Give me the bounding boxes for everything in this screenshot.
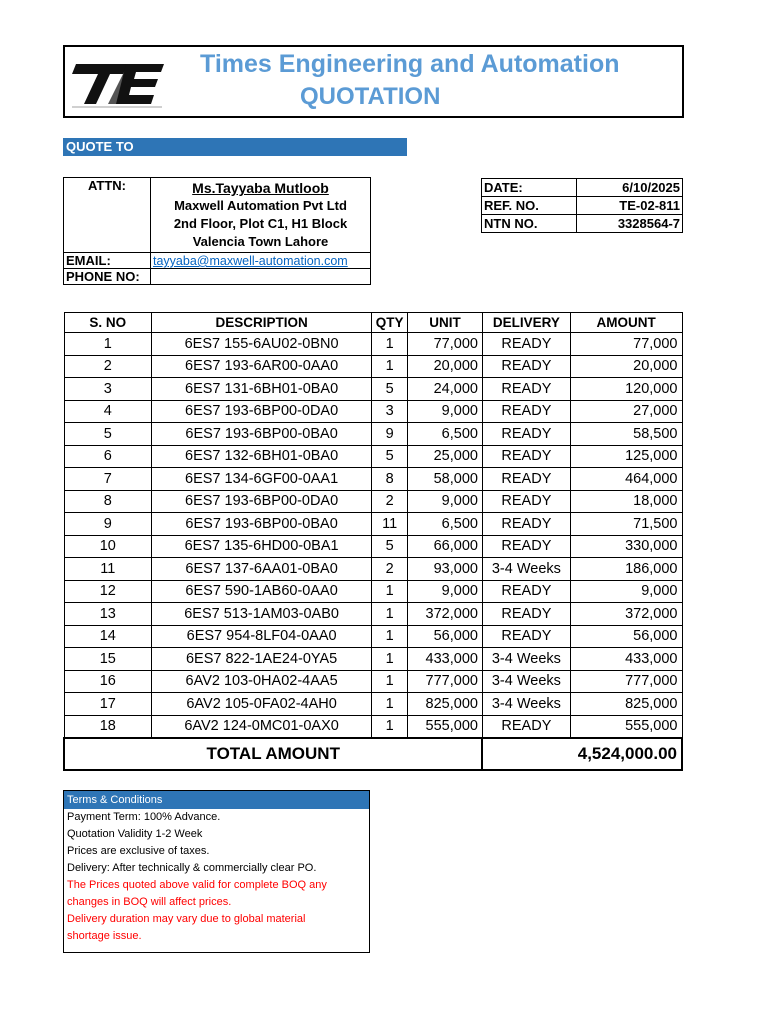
table-row — [64, 535, 682, 558]
cell-description: 6ES7 193-6BP00-0BA0 — [152, 513, 372, 536]
cell-sno: 2 — [64, 355, 152, 378]
cell-description: 6ES7 155-6AU02-0BN0 — [152, 333, 372, 356]
cell-unit: 9,000 — [408, 400, 483, 423]
cell-description: 6ES7 513-1AM03-0AB0 — [152, 603, 372, 626]
cell-unit: 6,500 — [408, 513, 483, 536]
cell-amount: 186,000 — [570, 558, 682, 581]
cell-unit: 56,000 — [408, 625, 483, 648]
cell-description: 6ES7 193-6BP00-0BA0 — [152, 423, 372, 446]
terms-lines — [64, 809, 369, 945]
cell-qty: 2 — [372, 558, 408, 581]
cell-amount: 77,000 — [570, 333, 682, 356]
cell-sno: 8 — [64, 490, 152, 513]
cell-qty: 3 — [372, 400, 408, 423]
ntn-label: NTN NO. — [482, 215, 577, 233]
cell-description: 6ES7 822-1AE24-0YA5 — [152, 648, 372, 671]
ntn-value: 3328564-7 — [576, 215, 682, 233]
cell-amount: 464,000 — [570, 468, 682, 491]
table-row — [64, 445, 682, 468]
cell-unit: 58,000 — [408, 468, 483, 491]
cell-unit: 433,000 — [408, 648, 483, 671]
table-row — [64, 333, 682, 356]
cell-amount: 18,000 — [570, 490, 682, 513]
table-header-row — [64, 313, 682, 333]
cell-delivery: READY — [482, 535, 570, 558]
table-row — [64, 468, 682, 491]
cell-unit: 555,000 — [408, 715, 483, 738]
cell-delivery: READY — [482, 625, 570, 648]
cell-description: 6ES7 135-6HD00-0BA1 — [152, 535, 372, 558]
cell-description: 6ES7 131-6BH01-0BA0 — [152, 378, 372, 401]
cell-unit: 9,000 — [408, 490, 483, 513]
table-row — [64, 693, 682, 716]
table-row — [64, 603, 682, 626]
terms-line: Prices are exclusive of taxes. — [67, 845, 210, 857]
table-row — [64, 580, 682, 603]
cell-delivery: READY — [482, 468, 570, 491]
recipient-address-line1: 2nd Floor, Plot C1, H1 Block — [173, 216, 348, 231]
cell-sno: 13 — [64, 603, 152, 626]
table-row — [64, 378, 682, 401]
cell-delivery: READY — [482, 603, 570, 626]
col-header-description: DESCRIPTION — [152, 313, 372, 333]
cell-sno: 18 — [64, 715, 152, 738]
terms-line: shortage issue. — [67, 930, 142, 942]
cell-description: 6ES7 132-6BH01-0BA0 — [152, 445, 372, 468]
cell-amount: 330,000 — [570, 535, 682, 558]
attn-label: ATTN: — [64, 178, 151, 253]
email-label: EMAIL: — [64, 253, 151, 269]
cell-unit: 372,000 — [408, 603, 483, 626]
company-logo — [68, 50, 170, 112]
cell-qty: 5 — [372, 535, 408, 558]
cell-qty: 1 — [372, 580, 408, 603]
document-title: QUOTATION — [300, 83, 441, 110]
terms-line: Delivery: After technically & commercially clear PO. — [67, 862, 317, 874]
table-row — [64, 400, 682, 423]
cell-description: 6ES7 193-6AR00-0AA0 — [152, 355, 372, 378]
table-row — [64, 490, 682, 513]
recipient-company: Maxwell Automation Pvt Ltd — [174, 198, 347, 213]
cell-sno: 16 — [64, 670, 152, 693]
cell-amount: 777,000 — [570, 670, 682, 693]
cell-qty: 1 — [372, 715, 408, 738]
cell-amount: 372,000 — [570, 603, 682, 626]
cell-qty: 11 — [372, 513, 408, 536]
cell-sno: 3 — [64, 378, 152, 401]
cell-description: 6ES7 193-6BP00-0DA0 — [152, 490, 372, 513]
col-header-qty: QTY — [372, 313, 408, 333]
terms-title: Terms & Conditions — [64, 791, 369, 809]
date-label: DATE: — [482, 179, 577, 197]
cell-description: 6ES7 954-8LF04-0AA0 — [152, 625, 372, 648]
cell-sno: 17 — [64, 693, 152, 716]
cell-qty: 1 — [372, 693, 408, 716]
cell-qty: 1 — [372, 670, 408, 693]
cell-delivery: READY — [482, 490, 570, 513]
cell-delivery: READY — [482, 513, 570, 536]
cell-amount: 120,000 — [570, 378, 682, 401]
cell-delivery: READY — [482, 423, 570, 446]
ref-label: REF. NO. — [482, 197, 577, 215]
cell-description: 6ES7 193-6BP00-0DA0 — [152, 400, 372, 423]
cell-qty: 5 — [372, 378, 408, 401]
cell-qty: 9 — [372, 423, 408, 446]
cell-sno: 14 — [64, 625, 152, 648]
cell-amount: 825,000 — [570, 693, 682, 716]
cell-delivery: READY — [482, 333, 570, 356]
cell-amount: 555,000 — [570, 715, 682, 738]
terms-line: changes in BOQ will affect prices. — [67, 896, 232, 908]
cell-delivery: 3-4 Weeks — [482, 558, 570, 581]
cell-sno: 5 — [64, 423, 152, 446]
table-row — [64, 648, 682, 671]
cell-qty: 8 — [372, 468, 408, 491]
cell-amount: 56,000 — [570, 625, 682, 648]
cell-delivery: 3-4 Weeks — [482, 648, 570, 671]
cell-unit: 777,000 — [408, 670, 483, 693]
cell-description: 6AV2 124-0MC01-0AX0 — [152, 715, 372, 738]
total-label: TOTAL AMOUNT — [64, 738, 482, 770]
recipient-name: Ms.Tayyaba Mutloob — [192, 180, 329, 196]
terms-line: The Prices quoted above valid for complete BOQ any — [67, 879, 327, 891]
cell-unit: 77,000 — [408, 333, 483, 356]
cell-sno: 12 — [64, 580, 152, 603]
cell-amount: 9,000 — [570, 580, 682, 603]
table-row — [64, 715, 682, 738]
cell-qty: 1 — [372, 603, 408, 626]
recipient-block — [151, 178, 371, 253]
cell-sno: 11 — [64, 558, 152, 581]
cell-delivery: READY — [482, 580, 570, 603]
quote-to-bar: QUOTE TO — [63, 138, 407, 156]
terms-line: Quotation Validity 1-2 Week — [67, 828, 203, 840]
cell-qty: 1 — [372, 648, 408, 671]
recipient-address-line2: Valencia Town Lahore — [192, 234, 329, 249]
address-table — [63, 177, 371, 285]
col-header-sno: S. NO — [64, 313, 152, 333]
cell-unit: 9,000 — [408, 580, 483, 603]
cell-unit: 825,000 — [408, 693, 483, 716]
cell-sno: 15 — [64, 648, 152, 671]
cell-delivery: READY — [482, 378, 570, 401]
terms-box — [63, 790, 370, 953]
cell-delivery: 3-4 Weeks — [482, 693, 570, 716]
col-header-amount: AMOUNT — [570, 313, 682, 333]
col-header-delivery: DELIVERY — [482, 313, 570, 333]
cell-sno: 6 — [64, 445, 152, 468]
cell-amount: 27,000 — [570, 400, 682, 423]
item-rows — [64, 333, 682, 739]
col-header-unit: UNIT — [408, 313, 483, 333]
table-row — [64, 513, 682, 536]
email-link[interactable]: tayyaba@maxwell-automation.com — [153, 254, 348, 268]
cell-delivery: READY — [482, 400, 570, 423]
cell-qty: 1 — [372, 333, 408, 356]
cell-delivery: 3-4 Weeks — [482, 670, 570, 693]
table-row — [64, 670, 682, 693]
cell-amount: 71,500 — [570, 513, 682, 536]
cell-amount: 125,000 — [570, 445, 682, 468]
cell-amount: 433,000 — [570, 648, 682, 671]
cell-unit: 66,000 — [408, 535, 483, 558]
company-name: Times Engineering and Automation — [200, 50, 620, 78]
cell-unit: 25,000 — [408, 445, 483, 468]
info-table — [481, 178, 683, 233]
terms-line: Payment Term: 100% Advance. — [67, 811, 221, 823]
cell-qty: 2 — [372, 490, 408, 513]
cell-description: 6AV2 105-0FA02-4AH0 — [152, 693, 372, 716]
cell-delivery: READY — [482, 715, 570, 738]
cell-sno: 10 — [64, 535, 152, 558]
total-row — [64, 738, 682, 770]
phone-label: PHONE NO: — [64, 269, 151, 285]
cell-delivery: READY — [482, 445, 570, 468]
cell-description: 6ES7 137-6AA01-0BA0 — [152, 558, 372, 581]
cell-amount: 58,500 — [570, 423, 682, 446]
ref-value: TE-02-811 — [576, 197, 682, 215]
cell-unit: 6,500 — [408, 423, 483, 446]
phone-value — [151, 269, 371, 285]
cell-unit: 20,000 — [408, 355, 483, 378]
total-value: 4,524,000.00 — [482, 738, 682, 770]
cell-unit: 24,000 — [408, 378, 483, 401]
table-row — [64, 558, 682, 581]
cell-description: 6ES7 590-1AB60-0AA0 — [152, 580, 372, 603]
cell-qty: 1 — [372, 625, 408, 648]
table-row — [64, 423, 682, 446]
table-row — [64, 625, 682, 648]
items-table — [63, 312, 683, 771]
cell-description: 6AV2 103-0HA02-4AA5 — [152, 670, 372, 693]
cell-sno: 7 — [64, 468, 152, 491]
cell-sno: 1 — [64, 333, 152, 356]
cell-qty: 1 — [372, 355, 408, 378]
terms-line: Delivery duration may vary due to global material — [67, 913, 306, 925]
cell-unit: 93,000 — [408, 558, 483, 581]
cell-sno: 4 — [64, 400, 152, 423]
cell-sno: 9 — [64, 513, 152, 536]
cell-delivery: READY — [482, 355, 570, 378]
cell-amount: 20,000 — [570, 355, 682, 378]
cell-qty: 5 — [372, 445, 408, 468]
date-value: 6/10/2025 — [576, 179, 682, 197]
cell-description: 6ES7 134-6GF00-0AA1 — [152, 468, 372, 491]
table-row — [64, 355, 682, 378]
